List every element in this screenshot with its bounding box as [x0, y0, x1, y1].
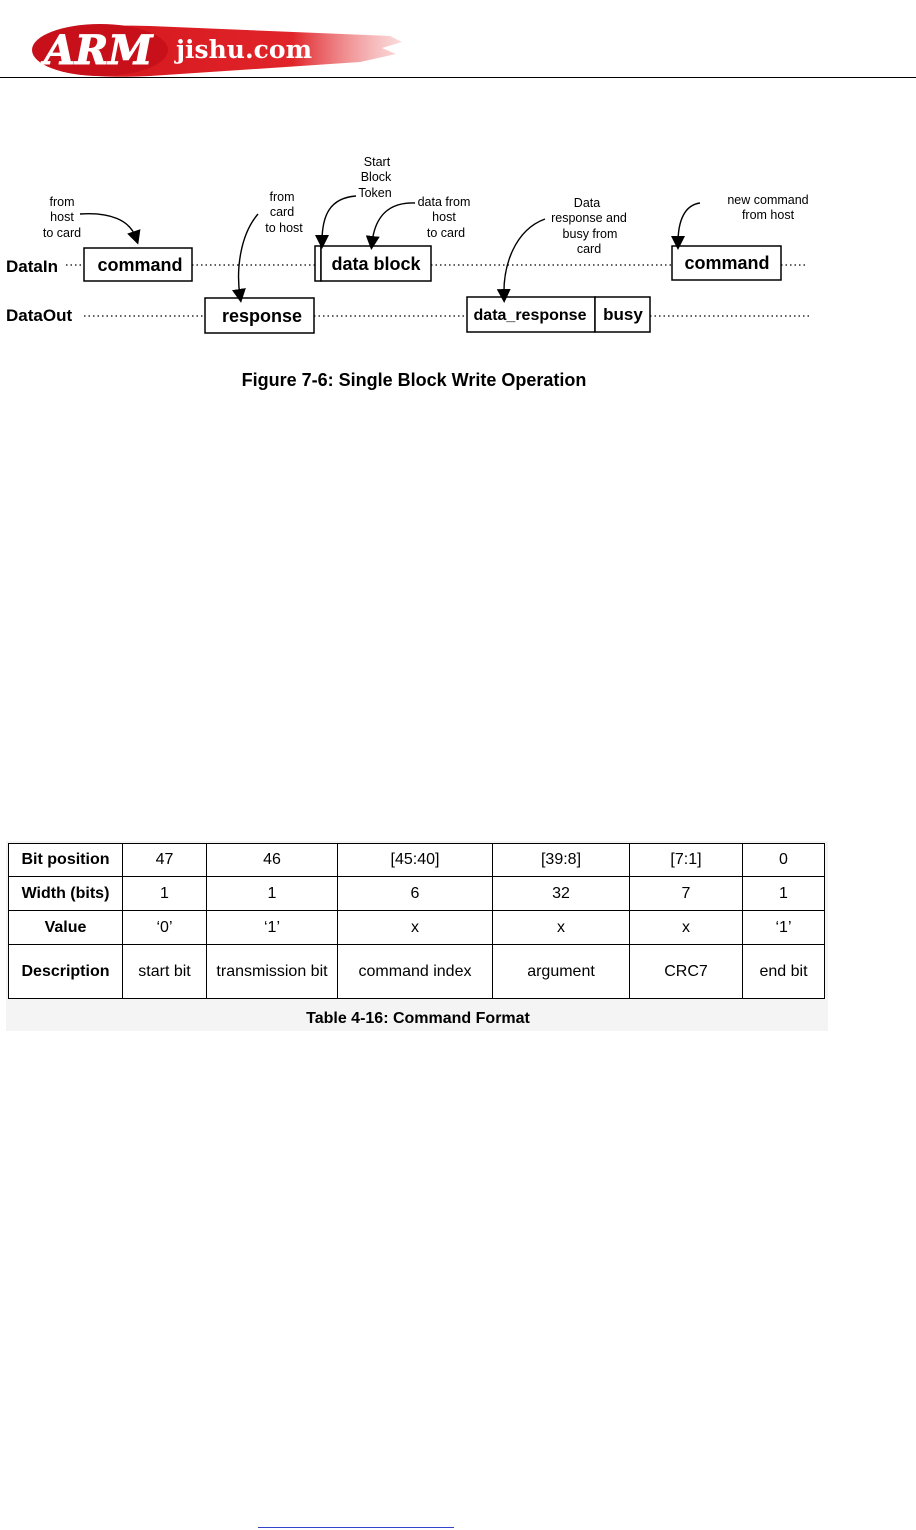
table-row	[9, 945, 825, 999]
table-caption: Table 4-16: Command Format	[306, 1010, 530, 1027]
annot-from-card-1: from	[269, 190, 295, 204]
table-row	[9, 877, 825, 911]
footer-link[interactable]	[258, 1527, 454, 1528]
annot-data-host-2: host	[432, 210, 456, 224]
annot-new-cmd-2: from host	[741, 208, 795, 222]
table-cell: ‘1’	[207, 911, 338, 945]
row-header: Bit position	[9, 844, 123, 877]
table-cell: 7	[630, 877, 743, 911]
annot-start-token-1: Start	[363, 155, 391, 169]
annot-from-host-1: from	[49, 195, 75, 209]
annot-start-token-2: Block	[360, 170, 392, 184]
table-row	[9, 844, 825, 877]
row-header: Width (bits)	[9, 877, 123, 911]
table-panel	[6, 841, 828, 1031]
table-cell: [45:40]	[338, 844, 493, 877]
table-cell: 1	[207, 877, 338, 911]
annot-data-resp-3: busy from	[562, 227, 618, 241]
table-cell: [7:1]	[630, 844, 743, 877]
timing-diagram	[0, 150, 916, 350]
table-cell: 1	[123, 877, 207, 911]
table-cell: x	[493, 911, 630, 945]
arrow-data-response	[504, 219, 545, 296]
table-cell: 0	[743, 844, 825, 877]
row-header: Value	[9, 911, 123, 945]
table-cell: 32	[493, 877, 630, 911]
start-block-token	[315, 246, 321, 281]
annot-data-host-3: to card	[426, 226, 466, 240]
annot-start-token-3: Token	[358, 186, 392, 200]
annot-from-host-2: host	[50, 210, 74, 224]
annot-data-host-1: data from	[417, 195, 471, 209]
table-cell: 6	[338, 877, 493, 911]
arrow-from-card	[239, 214, 258, 296]
annot-from-host-3: to card	[42, 226, 82, 240]
arrow-from-host	[80, 214, 136, 238]
response-block-label: response	[221, 306, 303, 326]
table-cell: transmission bit	[207, 945, 338, 999]
busy-block-label: busy	[603, 305, 643, 324]
table-cell: 47	[123, 844, 207, 877]
row-header: Description	[9, 945, 123, 999]
table-cell: 46	[207, 844, 338, 877]
table-cell: ‘0’	[123, 911, 207, 945]
arrow-start-token	[322, 196, 356, 242]
command-block-2-label: command	[684, 253, 770, 273]
annot-new-cmd-1: new command	[727, 193, 809, 207]
data-response-block-label: data_response	[473, 307, 587, 324]
table-cell: x	[338, 911, 493, 945]
table-row	[9, 911, 825, 945]
annot-from-card-2: card	[269, 205, 295, 219]
table-cell: command index	[338, 945, 493, 999]
command-format-table	[8, 843, 825, 999]
table-cell: end bit	[743, 945, 825, 999]
lane-label-datain: DataIn	[6, 257, 58, 276]
table-cell: ‘1’	[743, 911, 825, 945]
command-block-1-label: command	[97, 255, 183, 275]
annot-data-resp-4: card	[576, 242, 602, 256]
table-cell: x	[630, 911, 743, 945]
annot-data-resp-1: Data	[573, 196, 601, 210]
table-cell: CRC7	[630, 945, 743, 999]
annot-from-card-3: to host	[265, 221, 303, 235]
table-cell: [39:8]	[493, 844, 630, 877]
site-logo[interactable]	[30, 18, 402, 84]
figure-caption: Figure 7-6: Single Block Write Operation	[241, 370, 587, 390]
data-block-label: data block	[331, 254, 421, 274]
logo-domain-text: jishu.com	[176, 35, 313, 64]
lane-label-dataout: DataOut	[6, 306, 73, 325]
logo-arm-text: ARM	[44, 27, 153, 74]
arrow-new-command	[678, 203, 700, 243]
table-cell: 1	[743, 877, 825, 911]
annot-data-resp-2: response and	[551, 211, 627, 225]
table-cell: start bit	[123, 945, 207, 999]
table-cell: argument	[493, 945, 630, 999]
arrow-data-from-host	[372, 203, 415, 243]
